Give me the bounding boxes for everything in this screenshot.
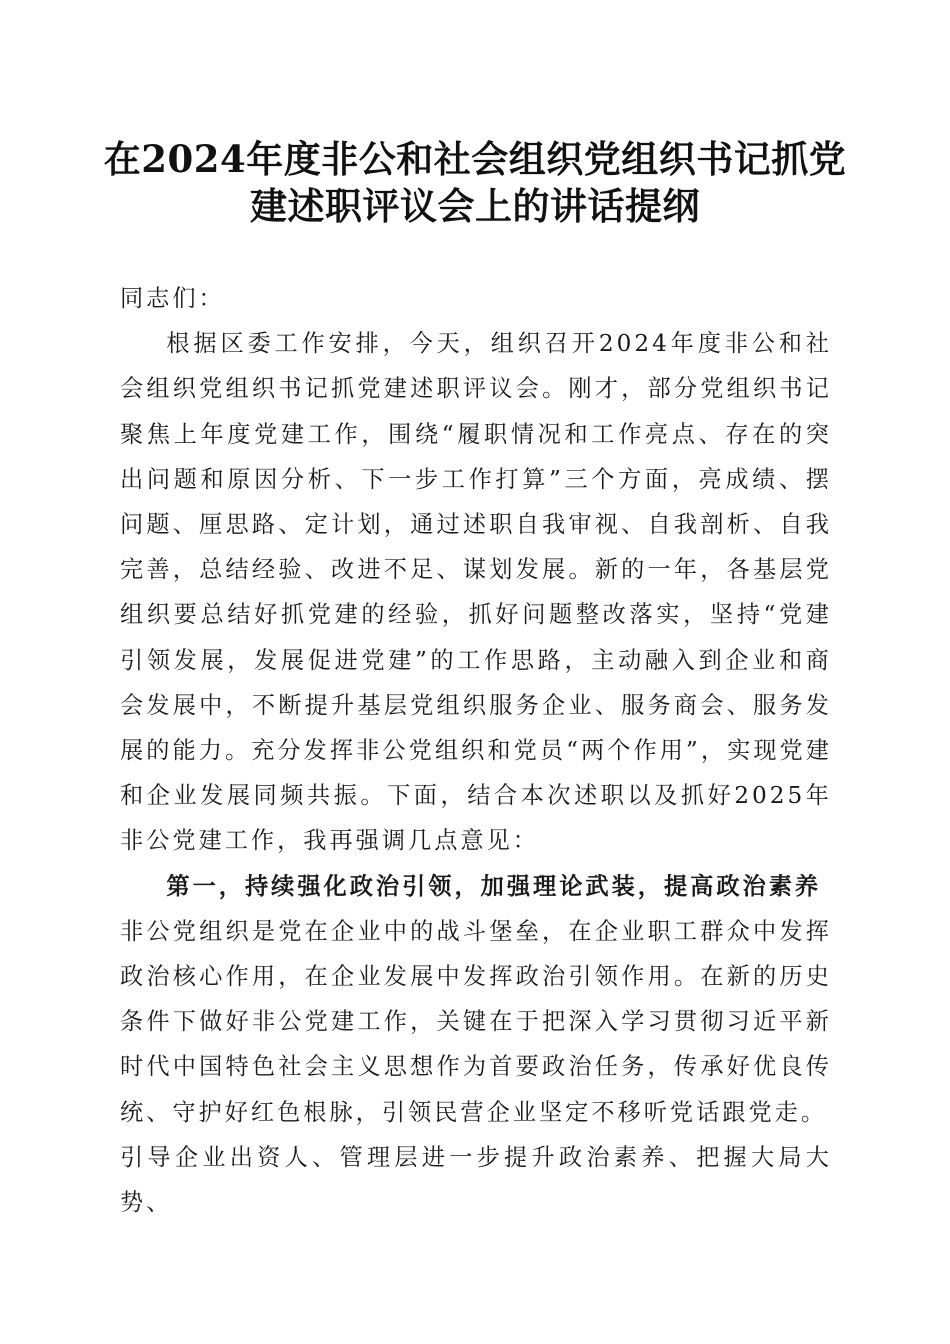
title-line-2: 建述职评议会上的讲话提纲 bbox=[250, 184, 700, 228]
title-line-1: 在2024年度非公和社会组织党组织书记抓党 bbox=[103, 137, 847, 181]
document-body bbox=[120, 276, 832, 1225]
section-1-continued: 引导企业出资人、管理层进一步提升政治素养、把握大局大势、 bbox=[120, 1143, 832, 1217]
salutation: 同志们： bbox=[120, 285, 225, 312]
intro-paragraph: 根据区委工作安排，今天，组织召开2024年度非公和社会组织党组织书记抓党建述职评议会。刚才，部分党组织书记聚焦上年度党建工作，围绕“履职情况和工作亮点、存在的突出问题和原因分析、下一步工作打算”三个方面，亮成绩、摆问题、厘思路、定计划，通过述职自我审视、自我剖析、自我完善，总结经验、改进不足、谋划发展。新的一年，各基层党组织要总结好抓党建的经验，抓好问题整改落实，坚持“党建引领发展，发展促进党建”的工作思路，主动融入到企业和商会发展中，不断提升基层党组织服务企业、服务商会、服务发展的能力。充分发挥非公党组织和党员“两个作用”，实现党建和企业发展同频共振。下面，结合本次述职以及抓好2025年非公党建工作，我再强调几点意见： bbox=[120, 330, 832, 855]
section-1-paragraph: 非公党组织是党在企业中的战斗堡垒，在企业职工群众中发挥政治核心作用，在企业发展中发挥政治引领作用。在新的历史条件下做好非公党建工作，关键在于把深入学习贯彻习近平新时代中国特色社会主义思想作为首要政治任务，传承好优良传统、守护好红色根脉，引领民营企业坚定不移听党话跟党走。 bbox=[120, 917, 832, 1126]
section-1-heading: 第一，持续强化政治引领，加强理论武装，提高政治素养 bbox=[166, 872, 822, 900]
document-title bbox=[100, 136, 850, 230]
